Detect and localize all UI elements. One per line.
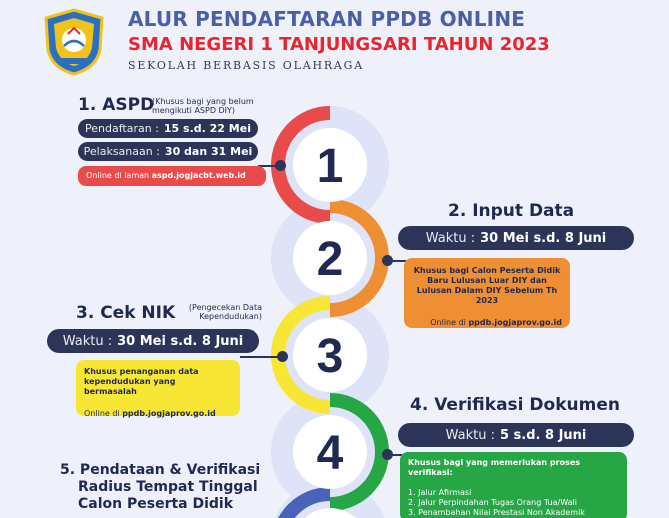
step1-registration-pill (78, 119, 258, 138)
page-subtitle: SMA NEGERI 1 TANJUNGSARI TAHUN 2023 (128, 34, 550, 55)
connector-line (388, 260, 406, 262)
online-prefix: Online di (430, 318, 466, 327)
pill-value: 30 Mei s.d. 8 Juni (480, 230, 607, 246)
list-item: 2. Jalur Perpindahan Tugas Orang Tua/Wali (408, 498, 577, 507)
ppdb-link[interactable]: ppdb.jogjaprov.go.id (122, 409, 216, 418)
step4-info-box (400, 452, 627, 518)
step2-title: 2. Input Data (448, 201, 575, 221)
pill-value: 15 s.d. 22 Mei (163, 122, 251, 135)
pill-label: Waktu : (62, 333, 113, 349)
step-number-2: 2 (316, 233, 344, 286)
step4-title: 4. Verifikasi Dokumen (410, 395, 620, 415)
connector-line (240, 356, 282, 358)
step1-info-box (78, 166, 266, 186)
connector-line (388, 454, 402, 456)
online-prefix: Online di (84, 409, 120, 418)
step3-info-box (76, 360, 240, 416)
step3-info-text: Khusus penanganan data kependudukan yang bermasalah (84, 367, 199, 396)
step3-time-pill (47, 329, 259, 353)
pill-value: 30 dan 31 Mei (164, 145, 253, 158)
step5-title-line: Radius Tempat Tinggal (78, 479, 258, 495)
step2-info-box (404, 258, 570, 328)
step5-title-line: Calon Peserta Didik (78, 496, 234, 512)
list-item: 3. Penambahan Nilai Prestasi Non Akademik (408, 508, 585, 517)
step5-title-line: 5. Pendataan & Verifikasi (60, 462, 261, 478)
connector-dot (277, 351, 288, 362)
pill-label: Waktu : (445, 427, 495, 443)
connector-dot (275, 160, 286, 171)
step1-execution-pill (78, 142, 258, 161)
step5-title (60, 462, 260, 513)
step1-title: 1. ASPD (78, 95, 155, 115)
pill-label: Pelaksanaan : (83, 145, 160, 158)
step3-note: (Pengecekan Data Kependudukan) (188, 303, 262, 321)
page-title: ALUR PENDAFTARAN PPDB ONLINE (128, 7, 526, 31)
pill-label: Waktu : (425, 230, 476, 246)
step-number-3: 3 (316, 330, 344, 383)
step4-item-list (408, 488, 619, 518)
step-number-1: 1 (316, 140, 344, 193)
online-prefix: Online di laman (86, 171, 150, 180)
step1-note: (Khusus bagi yang belum mengikuti ASPD DIY) (152, 97, 254, 115)
pill-label: Pendaftaran : (85, 122, 159, 135)
step2-time-pill (398, 226, 634, 250)
list-item: 1. Jalur Afirmasi (408, 488, 472, 497)
page-tagline: SEKOLAH BERBASIS OLAHRAGA (128, 59, 364, 72)
step2-info-text: Khusus bagi Calon Peserta Didik Baru Lulusan Luar DIY dan Lulusan Dalam DIY Sebelum Th 2023 (413, 266, 561, 305)
ppdb-link[interactable]: ppdb.jogjaprov.go.id (468, 318, 562, 327)
step3-title: 3. Cek NIK (76, 303, 176, 323)
pill-value: 5 s.d. 8 Juni (499, 427, 587, 443)
step4-info-heading: Khusus bagi yang memerlukan proses verifikasi: (408, 458, 581, 477)
step-number-4: 4 (316, 427, 344, 480)
pill-value: 30 Mei s.d. 8 Juni (117, 333, 244, 349)
aspd-link[interactable]: aspd.jogjacbt.web.id (151, 171, 246, 180)
step4-time-pill (398, 423, 634, 447)
